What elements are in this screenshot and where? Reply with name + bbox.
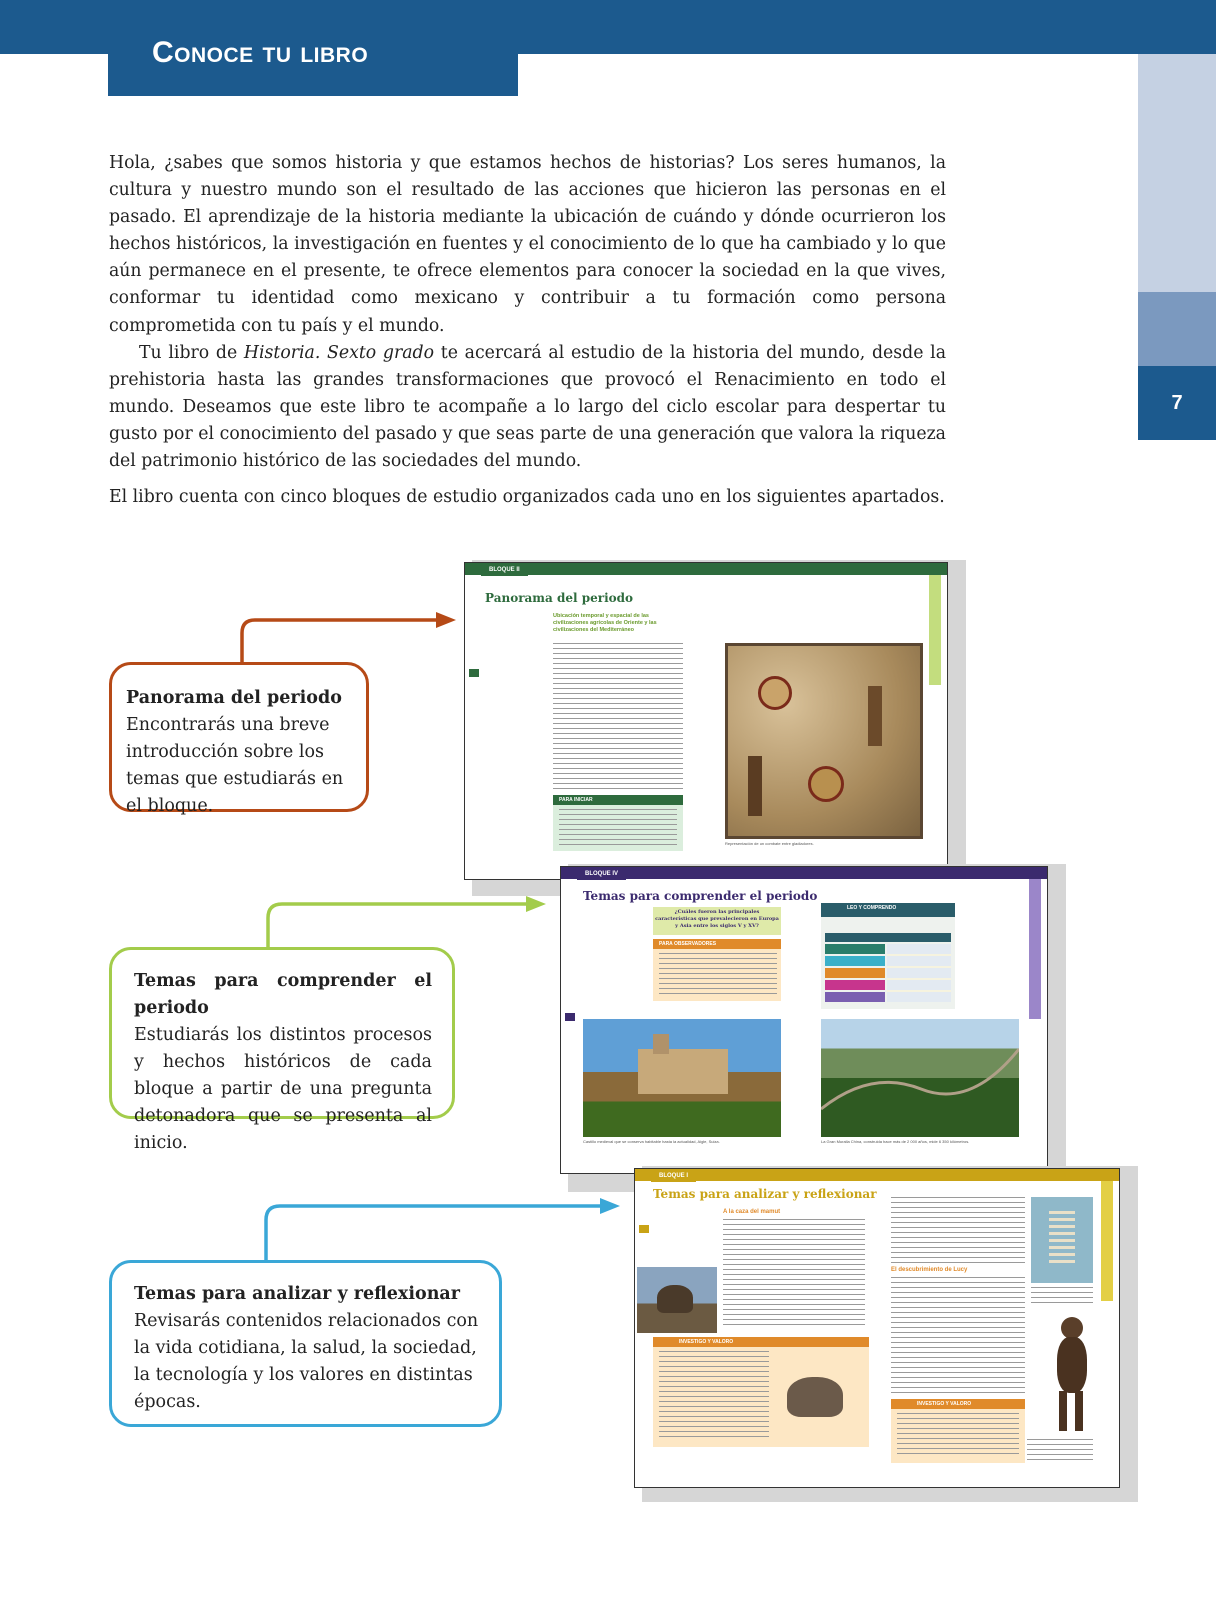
tower-shape [653,1034,669,1054]
intro-p2-start: Tu libro de [139,342,244,363]
mammoth-hunt-image [637,1267,717,1333]
table-cell [825,956,885,966]
preview-side-strip [929,575,941,685]
castle-image [583,1019,781,1137]
callout-body: Estudiarás los distintos procesos y hechos históricos de cada bloque a partir de una pregunta detonadora que se presenta al inicio. [134,1025,432,1153]
trigger-question: ¿Cuáles fueron las principales características que prevalecieron en Europa y Asia entre los siglos V y XV? [653,907,781,935]
page-number: 7 [1171,392,1183,414]
box-label: INVESTIGO Y VALORO [653,1337,869,1347]
wall-line [821,1019,1019,1137]
baby-mammoth-shape [787,1377,843,1417]
connector-arrow-2 [268,904,528,950]
box-lines [659,953,777,997]
box-lines [559,809,677,847]
callout-body: Revisarás contenidos relacionados con la vida cotidiana, la salud, la sociedad, la tecnología y los valores en distintas épocas. [134,1311,479,1412]
connector-arrow-3 [266,1206,602,1263]
preview-side-strip [1029,879,1041,1019]
mammoth-shape [657,1285,693,1313]
image-caption: La Gran Muralla China, construida hace más de 2 000 años, mide 6 350 kilómetros. [821,1139,970,1144]
box-label: PARA OBSERVADORES [653,939,781,949]
block-tag: BLOQUE IV [577,868,626,880]
book-title-italic: Historia. Sexto grado [243,342,435,363]
page-number-marker [565,1013,575,1021]
preview-band [635,1169,1120,1181]
preview-page-comprender [560,866,1048,1174]
arrow-head-1 [436,612,456,628]
page-number-marker [639,1225,649,1233]
preview-text-lines [891,1277,1025,1395]
figure-shape [748,756,762,816]
callout-comprender [109,947,455,1153]
image-caption: Representación de un combate entre gladiadores. [725,841,814,846]
subheading-left: A la caza del mamut [723,1209,781,1215]
preview-side-strip [1101,1181,1113,1301]
lucy-skeleton-image [1031,1197,1093,1283]
mosaic-image [725,643,923,839]
preview-title: Panorama del periodo [485,591,634,605]
table-answers [887,944,951,1002]
great-wall-image [821,1019,1019,1137]
connector-arrow-1 [242,620,438,665]
shield-shape [758,676,792,710]
preview-text-lines [553,643,683,793]
block-tag: BLOQUE I [651,1170,696,1182]
bones-shape [1049,1211,1075,1267]
image-caption-lines [1031,1287,1093,1305]
preview-page-analizar [634,1168,1120,1488]
para-iniciar-box [553,795,683,851]
preview-subtitle: Ubicación temporal y espacial de las civilizaciones agrícolas de Oriente y las civilizaciones del Mediterráneo [553,613,657,633]
arrow-head-2 [526,896,546,912]
leo-y-comprendo-box [821,903,955,1009]
investigo-box-right [891,1399,1025,1463]
table-cell [825,992,885,1002]
intro-paragraph-3: El libro cuenta con cinco bloques de estudio organizados cada uno en los siguientes apartados. [109,487,945,507]
castle-shape [638,1049,728,1094]
box-label: PARA INICIAR [553,795,683,805]
image-caption: Castillo medieval que se conserva habitable hasta la actualidad, Aigle, Suiza. [583,1139,720,1144]
page-title: Conoce tu libro [152,36,369,69]
intro-paragraph-1: Hola, ¿sabes que somos historia y que estamos hechos de historias? Los seres humanos, la cultura y nuestro mundo son el resultado de las acciones que hicieron las personas en el pasado. El aprendizaje de la historia mediante la ubicación de cuándo y dónde ocurrieron los hechos históricos, la investigación en fuentes y el conocimiento de lo que ha cambiado y lo que aún permanece en el presente, te ofrece elementos para conocer la sociedad en la que vives, conformar tu identidad como mexicano y contribuir a tu formación como persona comprometida con tu país y el mundo. [109,153,946,336]
callout-analizar [109,1260,502,1427]
preview-page-panorama [464,562,948,880]
table-header [825,933,951,942]
callout-title: Panorama del periodo [126,688,342,708]
figure-shape [868,686,882,746]
callout-panorama [109,662,369,816]
preview-band [465,563,948,575]
box-lines [897,1413,1019,1457]
subheading-right: El descubrimiento de Lucy [891,1267,968,1273]
preview-band [561,867,1048,879]
body-shape [1057,1337,1087,1393]
box-label: INVESTIGO Y VALORO [891,1399,1025,1409]
hominid-image [1047,1317,1097,1433]
page-number-marker [469,669,479,677]
callout-title: Temas para comprender el periodo [134,971,432,1018]
box-lines [659,1351,769,1441]
box-label: LEO Y COMPRENDO [821,903,955,917]
para-observadores-box [653,939,781,1001]
table-cell [825,980,885,990]
shield-shape [808,766,844,802]
callout-title: Temas para analizar y reflexionar [134,1284,460,1304]
image-caption-lines [1027,1439,1093,1461]
table-cell [825,944,885,954]
preview-text-lines [723,1219,865,1329]
callout-body: Encontrarás una breve introducción sobre los temas que estudiarás en el bloque. [126,715,344,816]
investigo-box-left [653,1337,869,1447]
leg-shape [1075,1391,1083,1431]
arrow-head-3 [600,1198,620,1214]
preview-title: Temas para comprender el periodo [583,889,818,903]
preview-text-lines [891,1197,1025,1263]
block-tag: BLOQUE II [481,564,528,576]
preview-title: Temas para analizar y reflexionar [653,1187,877,1201]
table-cell [825,968,885,978]
leg-shape [1059,1391,1067,1431]
head-shape [1061,1317,1083,1339]
intro-p2-end: te acercará al estudio de la historia del mundo, desde la prehistoria hasta las grandes transformaciones que provocó el Renacimiento en todo el mundo. Deseamos que este libro te acompañe a lo largo del ciclo escolar para despertar tu gusto por el conocimiento del pasado y que seas parte de una generación que valora la riqueza del patrimonio histórico de las sociedades del mundo. [109,342,946,472]
